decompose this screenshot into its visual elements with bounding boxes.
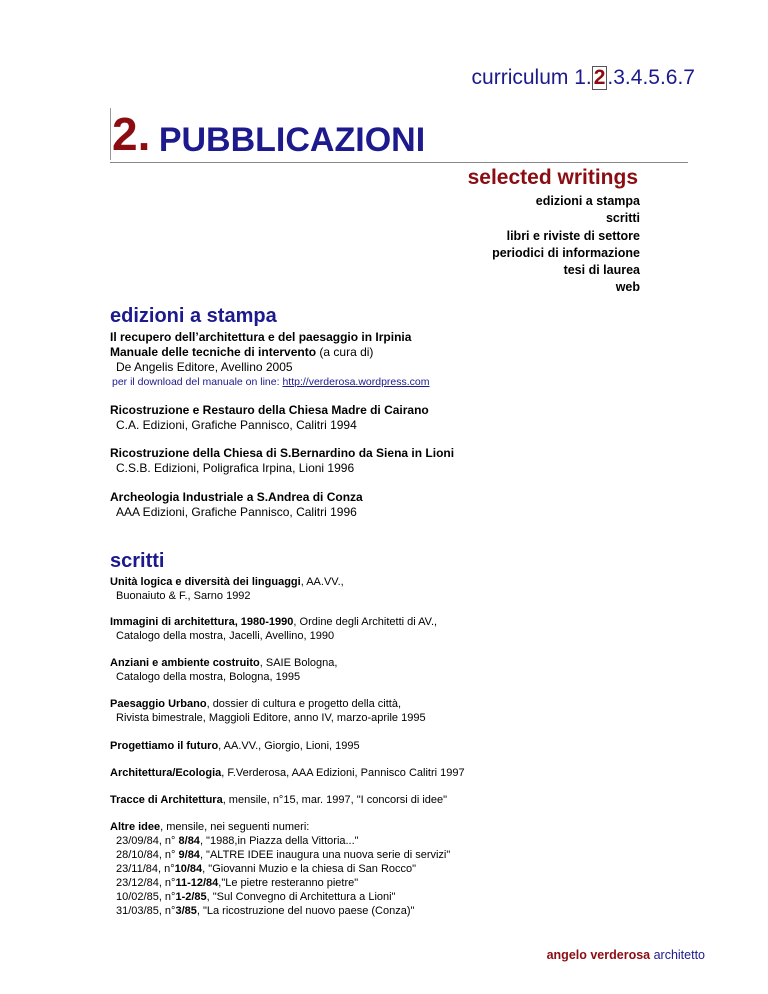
issue-row bbox=[110, 848, 670, 862]
page-title: PUBBLICAZIONI bbox=[158, 121, 426, 159]
scritto-info: , F.Verderosa, AAA Edizioni, Pannisco Calitri 1997 bbox=[221, 767, 465, 779]
scritto-title: Altre idee bbox=[110, 821, 161, 833]
scritto-info: , AA.VV., bbox=[300, 576, 344, 588]
issue-title: , "La ricostruzione del nuovo paese (Conza)" bbox=[196, 905, 415, 917]
section-index bbox=[492, 193, 640, 297]
issue-number: 10/84 bbox=[174, 863, 203, 875]
scritto-item bbox=[110, 766, 670, 780]
scritto-info: , AA.VV., Giorgio, Lioni, 1995 bbox=[218, 740, 360, 752]
section-title-edizioni: edizioni a stampa bbox=[110, 305, 277, 327]
issue-row bbox=[110, 890, 670, 904]
download-link[interactable]: http://verderosa.wordpress.com bbox=[282, 376, 430, 388]
issue-row bbox=[110, 876, 670, 890]
scritto-info: , mensile, n°15, mar. 1997, "I concorsi di idee" bbox=[222, 794, 448, 806]
scritto-title: Progettiamo il futuro bbox=[110, 740, 219, 752]
issue-date: 31/03/85, n° bbox=[116, 905, 176, 917]
page-subtitle: selected writings bbox=[467, 166, 638, 189]
author-role: architetto bbox=[650, 948, 705, 962]
scritto-item bbox=[110, 793, 670, 807]
issue-number: 3/85 bbox=[175, 905, 197, 917]
issue-date: 28/10/84, n° bbox=[116, 849, 179, 861]
scritto-detail: Rivista bimestrale, Maggioli Editore, anno IV, marzo-aprile 1995 bbox=[116, 712, 426, 724]
nav-suffix[interactable]: .3.4.5.6.7 bbox=[607, 66, 695, 89]
edizione-item-3 bbox=[110, 446, 670, 476]
edizione-item-4 bbox=[110, 490, 670, 520]
edizione-title: Archeologia Industriale a S.Andrea di Conza bbox=[110, 490, 363, 504]
scritto-item bbox=[110, 697, 670, 725]
nav-current-page[interactable]: 2 bbox=[593, 66, 606, 89]
page-header bbox=[110, 108, 425, 160]
scritto-info: , Ordine degli Architetti di AV., bbox=[293, 616, 438, 628]
header-divider bbox=[110, 162, 688, 163]
toc-periodici[interactable]: periodici di informazione bbox=[492, 245, 640, 260]
issue-title: , "ALTRE IDEE inaugura una nuova serie di servizi" bbox=[199, 849, 451, 861]
scritto-item bbox=[110, 656, 670, 684]
scritto-item bbox=[110, 739, 670, 753]
edizione-detail: AAA Edizioni, Grafiche Pannisco, Calitri 1996 bbox=[116, 505, 357, 519]
scritto-detail: Catalogo della mostra, Bologna, 1995 bbox=[116, 671, 301, 683]
issue-date: 23/09/84, n° bbox=[116, 835, 179, 847]
scritto-item bbox=[110, 615, 670, 643]
scritto-info: , dossier di cultura e progetto della città, bbox=[206, 698, 402, 710]
issue-title: , "Sul Convegno di Architettura a Lioni" bbox=[206, 891, 396, 903]
issue-number: 11-12/84 bbox=[175, 877, 219, 889]
issue-date: 23/12/84, n° bbox=[116, 877, 176, 889]
toc-web[interactable]: web bbox=[615, 280, 640, 295]
issue-title: ,"Le pietre resteranno pietre" bbox=[218, 877, 359, 889]
toc-scritti[interactable]: scritti bbox=[605, 211, 640, 226]
issue-number: 1-2/85 bbox=[175, 891, 207, 903]
author-name: angelo verderosa bbox=[546, 948, 651, 962]
edizione-detail: De Angelis Editore, Avellino 2005 bbox=[116, 360, 293, 374]
edizione-item-1 bbox=[110, 330, 670, 390]
edizione-title: Ricostruzione e Restauro della Chiesa Madre di Cairano bbox=[110, 403, 429, 417]
edizione-curatela: (a cura di) bbox=[316, 345, 374, 359]
toc-libri[interactable]: libri e riviste di settore bbox=[506, 228, 640, 243]
edizione-item-2 bbox=[110, 403, 670, 433]
scritto-item bbox=[110, 575, 670, 603]
scritto-detail: Buonaiuto & F., Sarno 1992 bbox=[116, 590, 251, 602]
issue-row bbox=[110, 904, 670, 918]
edizione-subtitle: Manuale delle tecniche di intervento bbox=[110, 345, 317, 359]
issue-row bbox=[110, 834, 670, 848]
scritto-title: Unità logica e diversità dei linguaggi bbox=[110, 576, 301, 588]
edizione-detail: C.A. Edizioni, Grafiche Pannisco, Calitri 1994 bbox=[116, 418, 357, 432]
curriculum-nav bbox=[472, 66, 695, 90]
scritto-info: , mensile, nei seguenti numeri: bbox=[160, 821, 310, 833]
footer-signature bbox=[547, 948, 705, 962]
section-title-scritti: scritti bbox=[110, 550, 165, 572]
issue-date: 10/02/85, n° bbox=[116, 891, 176, 903]
nav-prefix[interactable]: curriculum 1. bbox=[471, 66, 592, 89]
issue-row bbox=[110, 862, 670, 876]
toc-edizioni[interactable]: edizioni a stampa bbox=[535, 194, 640, 208]
issue-number: 9/84 bbox=[178, 849, 200, 861]
toc-tesi[interactable]: tesi di laurea bbox=[563, 263, 640, 278]
issue-title: , "Giovanni Muzio e la chiesa di San Rocco" bbox=[202, 863, 417, 875]
issue-title: , "1988,in Piazza della Vittoria..." bbox=[199, 835, 359, 847]
edizione-title: Ricostruzione della Chiesa di S.Bernardino da Siena in Lioni bbox=[110, 446, 455, 460]
edizione-detail: C.S.B. Edizioni, Poligrafica Irpina, Lioni 1996 bbox=[116, 461, 355, 475]
scritto-title: Architettura/Ecologia bbox=[110, 767, 222, 779]
download-note bbox=[110, 375, 670, 390]
scritto-title: Paesaggio Urbano bbox=[110, 698, 207, 710]
chapter-number: 2. bbox=[112, 108, 151, 160]
issue-number: 8/84 bbox=[178, 835, 200, 847]
scritto-detail: Catalogo della mostra, Jacelli, Avellino, 1990 bbox=[116, 630, 335, 642]
scritto-item-altre-idee bbox=[110, 820, 670, 918]
issue-date: 23/11/84, n° bbox=[116, 863, 175, 875]
scritto-title: Tracce di Architettura bbox=[110, 794, 223, 806]
scritto-title: Anziani e ambiente costruito bbox=[110, 657, 260, 669]
download-note-text: per il download del manuale on line: bbox=[112, 376, 283, 388]
edizione-title: Il recupero dell’architettura e del paesaggio in Irpinia bbox=[110, 330, 412, 344]
scritto-info: , SAIE Bologna, bbox=[259, 657, 338, 669]
scritto-title: Immagini di architettura, 1980-1990 bbox=[110, 616, 294, 628]
